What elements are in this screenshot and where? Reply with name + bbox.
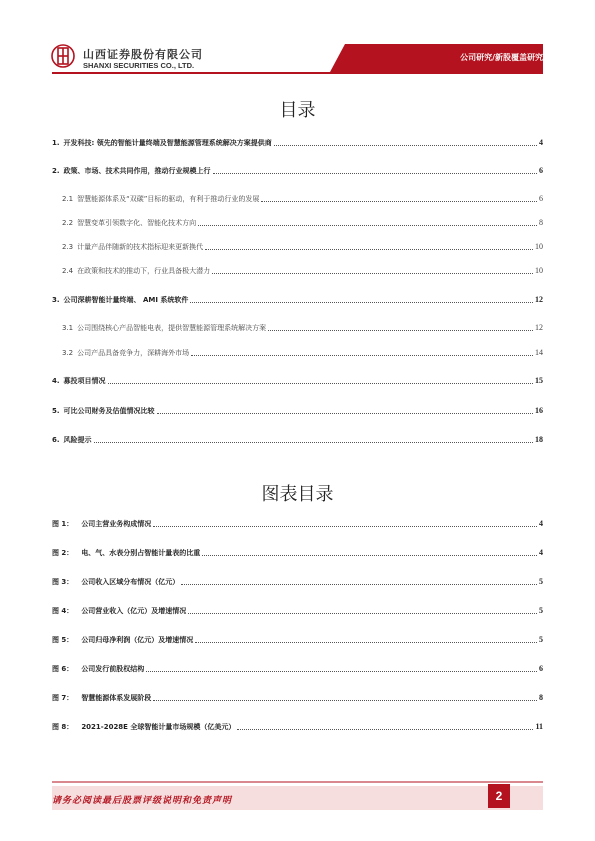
leader-dots [274, 144, 537, 146]
entry-page: 18 [535, 435, 543, 444]
header-divider [52, 72, 543, 74]
entry-page: 4 [539, 548, 543, 557]
leader-dots [157, 412, 533, 414]
entry-number: 图 7： [52, 694, 74, 702]
entry-text: 政策、市场、技术共同作用，推动行业规模上行 [63, 167, 211, 175]
toc-entry[interactable] [52, 663, 543, 675]
entry-number: 1. [52, 139, 60, 147]
entry-text: 募投项目情况 [63, 377, 106, 385]
entry-text: 智慧能源体系发展阶段 [81, 694, 152, 702]
entry-text: 开发科技: 领先的智能计量终端及智慧能源管理系统解决方案提供商 [63, 139, 272, 147]
entry-page: 4 [539, 519, 543, 528]
entry-number: 图 5： [52, 636, 74, 644]
entry-number: 2.2 [62, 219, 74, 227]
entry-text: 2021-2028E 全球智能计量市场规模（亿美元） [81, 723, 236, 731]
entry-page: 16 [535, 406, 543, 415]
entry-number: 3. [52, 296, 60, 304]
entry-number: 图 1： [52, 520, 74, 528]
entry-page: 15 [535, 376, 543, 385]
toc-entry[interactable] [52, 692, 543, 704]
entry-page: 12 [535, 295, 543, 304]
toc-entry[interactable] [52, 165, 543, 177]
company-name-cn: 山西证券股份有限公司 [83, 48, 203, 61]
leader-dots [261, 200, 537, 202]
entry-number: 图 4： [52, 607, 74, 615]
entry-number: 图 8： [52, 723, 74, 731]
leader-dots [108, 382, 533, 384]
entry-page: 10 [535, 266, 543, 275]
entry-text: 可比公司财务及估值情况比较 [63, 407, 155, 415]
disclaimer-text: 请务必阅读最后股票评级说明和免责声明 [52, 796, 233, 806]
leader-dots [153, 699, 537, 701]
entry-page: 6 [539, 166, 543, 175]
toc-entry[interactable] [52, 375, 543, 387]
entry-page: 8 [539, 693, 543, 702]
figures-title: 图表目录 [261, 484, 334, 505]
leader-dots [198, 224, 537, 226]
entry-number: 5. [52, 407, 60, 415]
entry-text: 计量产品伴随新的技术指标迎来更新换代 [77, 243, 204, 251]
page-number: 2 [488, 784, 510, 808]
toc-entry[interactable] [52, 322, 543, 334]
leader-dots [268, 329, 533, 331]
entry-number: 2.4 [62, 267, 74, 275]
report-category: 公司研究/新股覆盖研究 [460, 53, 543, 62]
leader-dots [237, 728, 533, 730]
entry-page: 8 [539, 218, 543, 227]
entry-page: 6 [539, 664, 543, 673]
toc-entry[interactable] [52, 434, 543, 446]
leader-dots [202, 554, 537, 556]
entry-number: 2.3 [62, 243, 74, 251]
toc-entry[interactable] [52, 576, 543, 588]
entry-text: 公司营业收入（亿元）及增速情况 [81, 607, 187, 615]
entry-text: 公司归母净利润（亿元）及增速情况 [81, 636, 194, 644]
leader-dots [213, 172, 537, 174]
company-name-en: SHANXI SECURITIES CO., LTD. [83, 61, 195, 70]
entry-page: 14 [535, 348, 543, 357]
page-header [0, 0, 595, 80]
toc-title: 目录 [279, 100, 316, 121]
toc-entry[interactable] [52, 294, 543, 306]
entry-text: 智慧能源体系及“双碳”目标的驱动，有利于推动行业的发展 [77, 195, 260, 203]
entry-page: 5 [539, 606, 543, 615]
toc-entry[interactable] [52, 721, 543, 733]
leader-dots [181, 583, 537, 585]
toc-entry[interactable] [52, 605, 543, 617]
header-banner [0, 0, 595, 80]
entry-text: 在政策和技术的推动下，行业具备极大潜力 [77, 267, 211, 275]
toc-entry[interactable] [52, 347, 543, 359]
toc-entry[interactable] [52, 405, 543, 417]
toc-entry[interactable] [52, 547, 543, 559]
leader-dots [188, 612, 537, 614]
leader-dots [94, 441, 533, 443]
leader-dots [146, 670, 537, 672]
toc-entry[interactable] [52, 217, 543, 229]
entry-number: 3.2 [62, 349, 74, 357]
entry-number: 2.1 [62, 195, 74, 203]
entry-text: 公司发行前股权结构 [81, 665, 145, 673]
entry-page: 4 [539, 138, 543, 147]
toc-entry[interactable] [52, 137, 543, 149]
entry-page: 5 [539, 635, 543, 644]
entry-text: 公司主营业务构成情况 [81, 520, 152, 528]
entry-text: 公司围绕核心产品智能电表，提供智慧能源管理系统解决方案 [77, 324, 267, 332]
toc-entry[interactable] [52, 518, 543, 530]
entry-number: 图 2： [52, 549, 74, 557]
toc-entry[interactable] [52, 193, 543, 205]
entry-page: 6 [539, 194, 543, 203]
entry-text: 电、气、水表分别占智能计量表的比重 [81, 549, 201, 557]
entry-number: 6. [52, 436, 60, 444]
entry-page: 5 [539, 577, 543, 586]
entry-text: 风险提示 [63, 436, 92, 444]
entry-number: 3.1 [62, 324, 74, 332]
entry-number: 图 3： [52, 578, 74, 586]
leader-dots [212, 272, 533, 274]
leader-dots [153, 525, 537, 527]
entry-text: 智慧变革引领数字化、智能化技术方向 [77, 219, 197, 227]
entry-number: 图 6： [52, 665, 74, 673]
entry-text: 公司产品具备竞争力，深耕海外市场 [77, 349, 190, 357]
leader-dots [205, 248, 533, 250]
entry-text: 公司收入区域分布情况（亿元） [81, 578, 180, 586]
entry-text: 公司深耕智能计量终端、 AMI 系统软件 [63, 296, 189, 304]
entry-number: 2. [52, 167, 60, 175]
leader-dots [190, 301, 533, 303]
toc-entry[interactable] [52, 265, 543, 277]
toc-entry[interactable] [52, 241, 543, 253]
entry-number: 4. [52, 377, 60, 385]
entry-page: 12 [535, 323, 543, 332]
leader-dots [191, 354, 533, 356]
entry-page: 11 [535, 722, 543, 731]
leader-dots [195, 641, 537, 643]
toc-entry[interactable] [52, 634, 543, 646]
entry-page: 10 [535, 242, 543, 251]
